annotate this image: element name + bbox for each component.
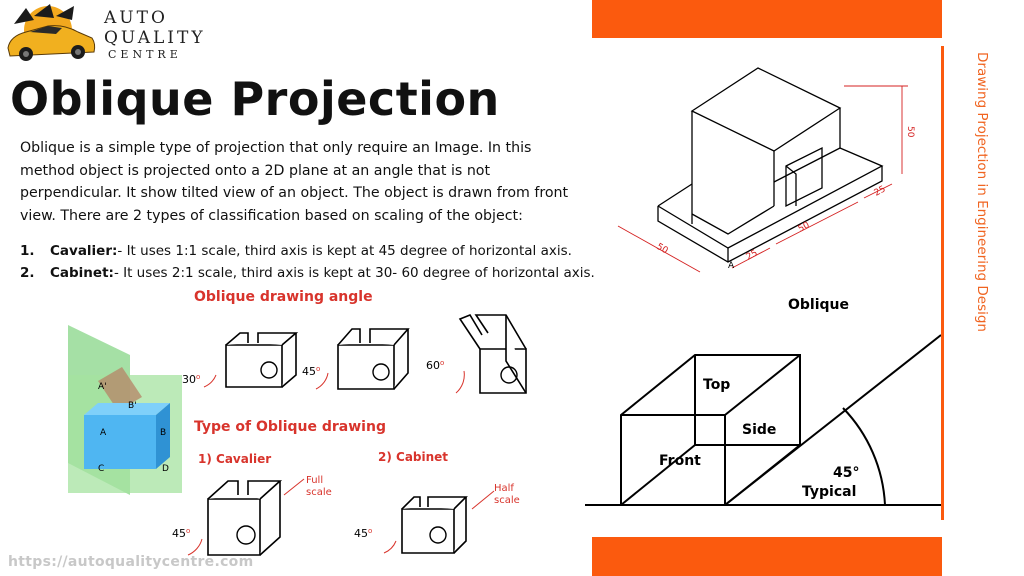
brand-logo — [4, 2, 244, 66]
cube-label: B' — [128, 401, 137, 411]
dim-label: 25 — [872, 184, 888, 199]
scale-note: Half — [494, 483, 514, 494]
oblique-diagram — [585, 285, 941, 525]
figure-heading: Type of Oblique drawing — [194, 419, 386, 435]
car-icon — [4, 2, 100, 66]
angle-value: 45 — [172, 527, 186, 540]
list-term: Cabinet: — [50, 265, 114, 281]
dim-label: 50 — [654, 241, 670, 257]
angle-value: 45 — [354, 527, 368, 540]
angle-value: 30 — [182, 373, 196, 386]
block-outline — [658, 68, 882, 262]
degree-mark: o — [368, 527, 373, 535]
oblique-title: Oblique — [788, 297, 850, 313]
scale-note: scale — [306, 487, 332, 498]
face-front-label: Front — [659, 453, 701, 469]
list-item — [20, 240, 600, 262]
degree-mark: o — [440, 359, 445, 367]
types-list — [20, 240, 600, 284]
point-label: A — [728, 261, 735, 271]
angle-value: 45 — [302, 365, 316, 378]
dim-label: 25 — [744, 248, 760, 263]
angle-note: Typical — [802, 484, 857, 500]
list-desc: - It uses 2:1 scale, third axis is kept at 30- 60 degree of horizontal axis. — [113, 265, 595, 281]
footer-url: https://autoqualitycentre.com — [8, 554, 254, 570]
cube-label: C — [98, 464, 105, 474]
brand-line-3: CENTRE — [108, 48, 182, 61]
accent-divider — [941, 46, 944, 520]
cabinet-label: 2) Cabinet — [378, 450, 449, 464]
dim-label: 50 — [905, 126, 915, 138]
intro-paragraph: Oblique is a simple type of projection that only require an Image. In this method object is projected onto a 2D plane at an angle that is not perpendicular. It show tilted view of an object. The object is drawn from front view. There are 2 types of classification based on scaling of the object: — [20, 140, 569, 224]
dim-label: 50 — [796, 220, 812, 235]
degree-mark: o — [196, 373, 201, 381]
oblique-angles-figure — [62, 285, 590, 565]
list-term: Cavalier: — [50, 243, 118, 259]
scale-note: Full — [306, 475, 324, 486]
figure-heading: Oblique drawing angle — [194, 289, 373, 305]
cube-label: A' — [98, 382, 107, 392]
cabinet-block — [402, 497, 466, 553]
cavalier-label: 1) Cavalier — [198, 452, 272, 466]
angle-blocks — [226, 315, 526, 393]
list-number: 2. — [20, 265, 35, 281]
slide-title: Oblique Projection — [10, 72, 500, 126]
face-top-label: Top — [703, 377, 731, 393]
list-desc: - It uses 1:1 scale, third axis is kept at 45 degree of horizontal axis. — [117, 243, 572, 259]
scale-note: scale — [494, 495, 520, 506]
oblique-box — [585, 335, 941, 505]
cube-label: A — [100, 428, 107, 438]
degree-mark: o — [316, 365, 321, 373]
cube-label: D — [162, 464, 169, 474]
degree-mark: o — [186, 527, 191, 535]
list-number: 1. — [20, 243, 35, 259]
isometric-drawing — [600, 56, 930, 278]
cube-label: B — [160, 428, 167, 438]
face-side-label: Side — [742, 422, 777, 438]
accent-bar-bottom — [592, 537, 942, 576]
accent-bar-top — [592, 0, 942, 38]
sidebar-caption-text: Drawing Projection in Engineering Design — [974, 52, 990, 332]
angle-value: 60 — [426, 359, 440, 372]
brand-line-1: AUTO — [104, 8, 168, 28]
brand-line-2: QUALITY — [104, 28, 206, 48]
list-item — [20, 262, 600, 284]
sidebar-caption — [972, 52, 992, 332]
angle-label: 45° — [833, 465, 860, 481]
